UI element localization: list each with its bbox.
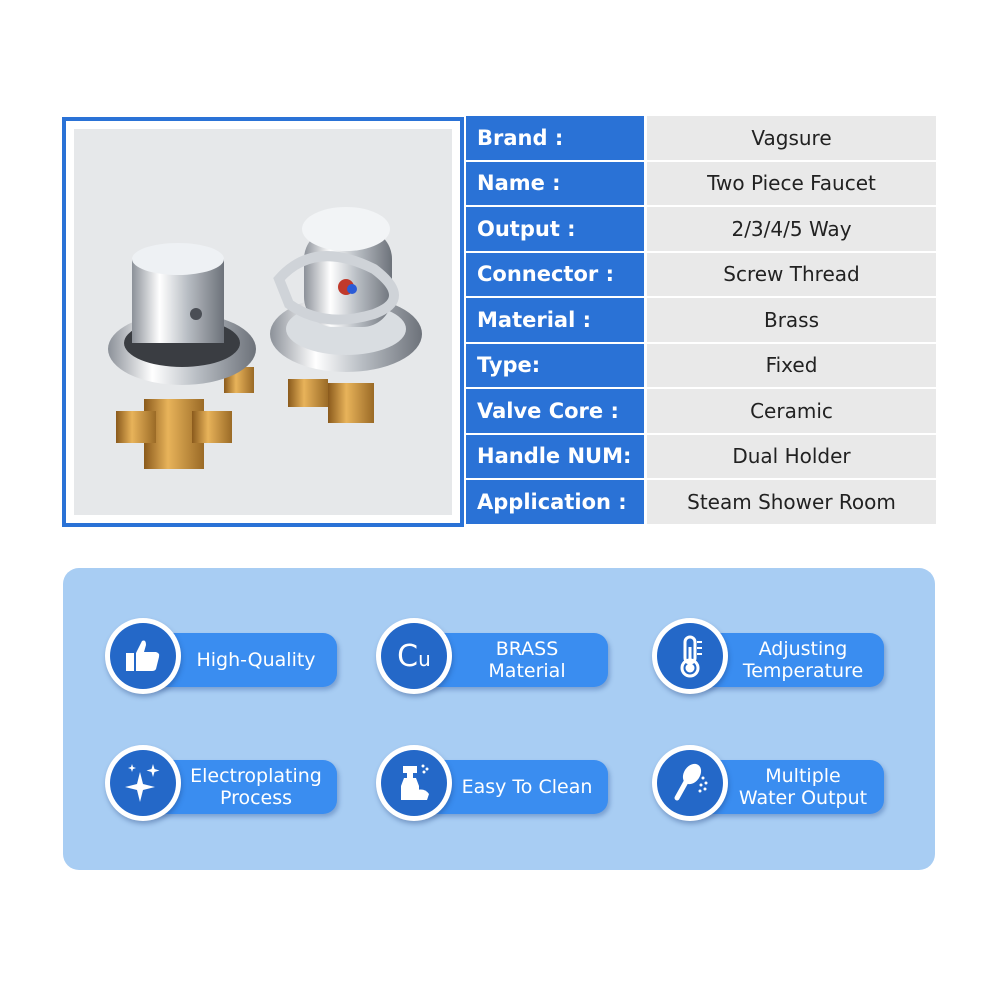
feature-electroplating-process	[105, 745, 337, 821]
spec-row-output	[466, 207, 936, 251]
copper-cu-icon: Cu	[397, 638, 431, 674]
feature-badge	[376, 618, 452, 694]
spec-value: Vagsure	[647, 116, 936, 160]
spec-value: Steam Shower Room	[647, 480, 936, 524]
feature-label-line2: Temperature	[742, 660, 864, 682]
product-photo	[74, 129, 452, 515]
thumbs-up-icon	[120, 633, 166, 679]
spec-key: Application :	[466, 480, 644, 524]
feature-label-line1: Electroplating	[190, 765, 322, 787]
feature-label-line2: Water Output	[738, 787, 868, 809]
feature-label-line1: Multiple	[765, 765, 841, 787]
spec-row-valve-core	[466, 389, 936, 433]
spec-value: Two Piece Faucet	[647, 162, 936, 206]
right-valve	[270, 207, 422, 423]
feature-label-line1: Adjusting	[758, 638, 848, 660]
spec-value: Fixed	[647, 344, 936, 388]
spec-value: Ceramic	[647, 389, 936, 433]
spec-row-connector	[466, 253, 936, 297]
spec-key: Connector :	[466, 253, 644, 297]
product-photo-frame	[62, 117, 464, 527]
feature-badge	[376, 745, 452, 821]
spec-key: Valve Core :	[466, 389, 644, 433]
feature-badge	[105, 618, 181, 694]
spray-bottle-icon	[391, 760, 437, 806]
spec-key: Material :	[466, 298, 644, 342]
spec-row-brand	[466, 116, 936, 160]
feature-badge	[105, 745, 181, 821]
spec-row-application	[466, 480, 936, 524]
feature-label-line2: Material	[488, 660, 566, 682]
feature-label-line2: Process	[219, 787, 293, 809]
feature-badge	[652, 745, 728, 821]
feature-label-line1: BRASS	[495, 638, 559, 660]
feature-panel	[63, 568, 935, 870]
spec-table	[466, 116, 936, 526]
spec-key: Handle NUM:	[466, 435, 644, 479]
feature-high-quality	[105, 618, 337, 694]
left-valve	[108, 243, 256, 469]
spec-row-handle-num	[466, 435, 936, 479]
feature-multiple-water-output	[652, 745, 884, 821]
feature-label-line1: Easy To Clean	[461, 776, 593, 798]
feature-adjusting-temperature	[652, 618, 884, 694]
spec-key: Name :	[466, 162, 644, 206]
spec-value: Screw Thread	[647, 253, 936, 297]
faucet-valves-illustration	[74, 129, 452, 515]
spec-value: Dual Holder	[647, 435, 936, 479]
feature-badge	[652, 618, 728, 694]
feature-label-line1: High-Quality	[196, 649, 316, 671]
spec-row-name	[466, 162, 936, 206]
feature-brass-material	[376, 618, 608, 694]
spec-value: 2/3/4/5 Way	[647, 207, 936, 251]
spec-row-type	[466, 344, 936, 388]
shower-head-icon	[667, 760, 713, 806]
thermometer-icon	[667, 633, 713, 679]
spec-value: Brass	[647, 298, 936, 342]
spec-key: Output :	[466, 207, 644, 251]
feature-easy-to-clean	[376, 745, 608, 821]
spec-row-material	[466, 298, 936, 342]
spec-key: Brand :	[466, 116, 644, 160]
spec-key: Type:	[466, 344, 644, 388]
sparkle-stars-icon	[120, 760, 166, 806]
